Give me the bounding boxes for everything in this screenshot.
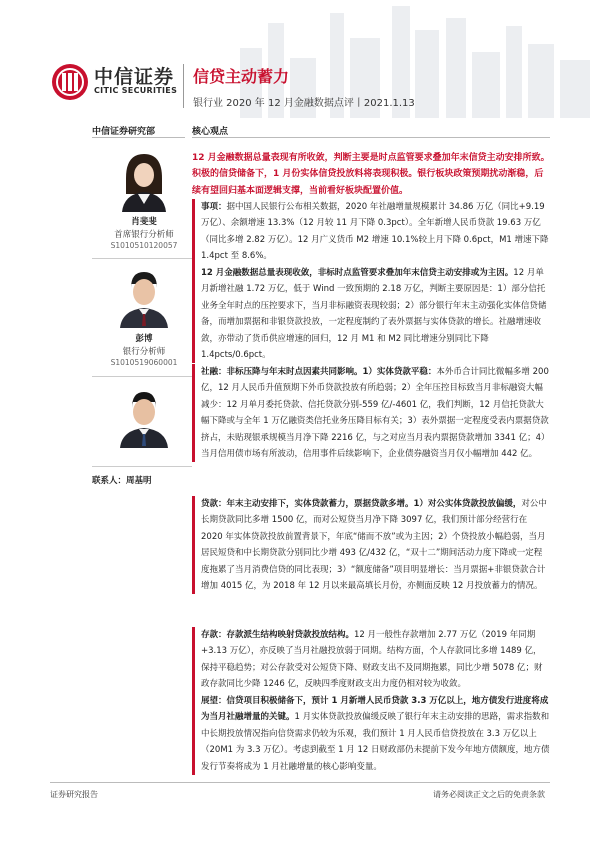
- header-divider: [183, 64, 184, 108]
- contact-person: 联系人：周基明: [92, 476, 152, 486]
- paragraph-text: 12 月单月新增社融 1.72 万亿，低于 Wind 一致预期的 2.18 万亿，判断主要原因是：1）部分信托业务全年时点的压控要求下，当月非标融资表现较弱；2）部分银行年末主动强化实体信贷储备，而增加票据和非银贷款投放，一定程度制约了表外票据与实体贷款的增长。社融增速收敛，亦带动了货币供应增速的回归，12 月 M1 和 M2 同比增速分别同比下降 1.4pcts/0.6pct。: [201, 268, 547, 361]
- paragraph-social-financing: [192, 364, 550, 462]
- paragraph-lead: 贷款：年末主动安排下，实体贷款蓄力，票据贷款多增。1）对公实体贷款投放偏缓，: [201, 499, 522, 509]
- paragraph-lead: 存款：存款派生结构映射贷款投放结构。: [201, 630, 355, 640]
- analyst-name: 肖斐斐: [131, 217, 157, 227]
- paragraph-lead: 事项：: [201, 202, 227, 212]
- citic-logo-icon: [50, 62, 90, 102]
- brand-name-en: CITIC SECURITIES: [94, 86, 178, 95]
- analyst-photo-avatar: [116, 148, 172, 212]
- sidebar-heading: 中信证券研究部: [92, 127, 156, 137]
- paragraph-event: [192, 199, 550, 265]
- footer-report-type: 证券研究报告: [50, 790, 98, 799]
- analyst-title: 首席银行分析师: [114, 230, 174, 240]
- paragraph-text: 据中国人民银行公布相关数据，2020 年社融增量规模累计 34.86 万亿（同比+9.19 万亿）、余额增速 13.3%（12 月较 11 月下降 0.3pct）。全年新增人民币贷款 19.63 万亿（同比多增 2.82 万亿）。12 月广义货币 M2 增速 10.1%较上月下降 0.6pct，M1 增速下降 1.4pct 至 8.6%。: [201, 202, 549, 262]
- sidebar-heading-rule: [92, 137, 185, 138]
- brand-name-cn: 中信证券: [94, 66, 175, 88]
- paragraph-lead: 展望：信贷项目积极储备下，预计 1 月新增人民币贷款 3.3 万亿以上，地方债发行进度将成为当月社融增量的关键。: [201, 696, 549, 723]
- analyst-name: 彭博: [135, 334, 153, 344]
- core-view-summary: 12 月金融数据总量表现有所收敛，判断主要是时点监管要求叠加年末信贷主动安排所致。积极的信贷储备下，1 月份实体信贷投放料将表现积极。银行板块政策预期扰动渐稳，后续有望回归基本面逻辑支撑，当前看好板块配置价值。: [192, 153, 550, 196]
- analyst-divider: [92, 258, 192, 259]
- paragraph-text: 本外币合计同比微幅多增 200 亿，12 月人民币升值预期下外币贷款投放有所趋弱；2）全年压控目标致当月非标融资大幅减少：12 月单月委托贷款、信托贷款分别-559 亿/-4601 亿，我们判断，12 月信托贷款大幅下降或与全年 1 万亿融资类信托业务压降目标有关；3）表外票据一定程度受表内票据贷款挤占，未贴现银承规模当月净下降 2216 亿，与之对应当月表内票据贷款增加 3341 亿；4）当月信用债市场有所波动，信用事件后续影响下，企业债券融资当月仅小幅增加 442 亿。: [201, 367, 550, 460]
- paragraph-lead: 社融：非标压降与年末时点因素共同影响。1）实体贷款平稳：: [201, 367, 437, 377]
- paragraph-outlook: [192, 693, 550, 775]
- report-subtitle: 银行业 2020 年 12 月金融数据点评丨2021.1.13: [193, 98, 415, 109]
- core-view-heading: 核心观点: [192, 127, 229, 137]
- paragraph-loans: [192, 496, 550, 594]
- analyst-divider: [92, 376, 192, 377]
- paragraph-total-volume: [192, 265, 550, 363]
- paragraph-text: 对公中长期贷款同比多增 1500 亿，而对公短贷当月净下降 3097 亿，我们预计部分经营行在 2020 年实体贷款投放前置背景下，年底“储而不放”或为主因；2）个贷投放小幅趋弱，当月居民短贷和中长期贷款分别同比少增 493 亿/432 亿，“双十二”期间活动力度下降或一定程度拖累了当月消费信贷的同比表现；3）“额度储备”项目明显增长：当月票据+非银贷款合计增加 4015 亿，为 2018 年 12 月以来最高填长月份，亦侧面反映 12 月投放蓄力的情况。: [201, 499, 547, 592]
- analyst-title: 银行分析师: [122, 347, 166, 357]
- report-title: 信贷主动蓄力: [193, 67, 290, 86]
- footer-rule: [50, 782, 550, 783]
- paragraph-text: 12 月一般性存款增加 2.77 万亿（2019 年同期+3.13 万亿），亦反映了当月社融投放弱于同期。结构方面，个人存款同比多增 1489 亿，保持平稳趋势；对公存款受对公短贷下降、财政支出不及同期拖累，同比少增 5078 亿；财政存款同比少降 1246 亿，反映四季度财政支出力度仍相对较为收敛。: [201, 630, 543, 690]
- paragraph-deposits: [192, 627, 550, 693]
- paragraph-lead: 12 月金融数据总量表现收敛，非标时点监管要求叠加年末信贷主动安排或为主因。: [201, 268, 514, 278]
- contact-photo-avatar: [116, 384, 172, 448]
- core-view-heading-rule: [192, 137, 550, 138]
- contact-divider: [92, 466, 192, 467]
- analyst-license-id: S1010519060001: [110, 358, 178, 367]
- analyst-license-id: S1010510120057: [110, 241, 178, 250]
- analyst-photo-avatar: [116, 264, 172, 328]
- paragraph-text: 1 月实体贷款投放偏缓反映了银行年末主动安排的思路，需求指数和中长期投放情况指向信贷需求仍较为乐观，我们预计 1 月人民币信贷投放在 3.3 万亿以上（20M1 为 3.3 万亿）。考虑到截至 1 月 12 日财政部仍未提前下发今年地方债额度，地方债发行节奏将成为 1 月社融增量的核心影响变量。: [201, 712, 550, 772]
- footer-disclaimer: 请务必阅读正文之后的免责条款: [433, 790, 545, 799]
